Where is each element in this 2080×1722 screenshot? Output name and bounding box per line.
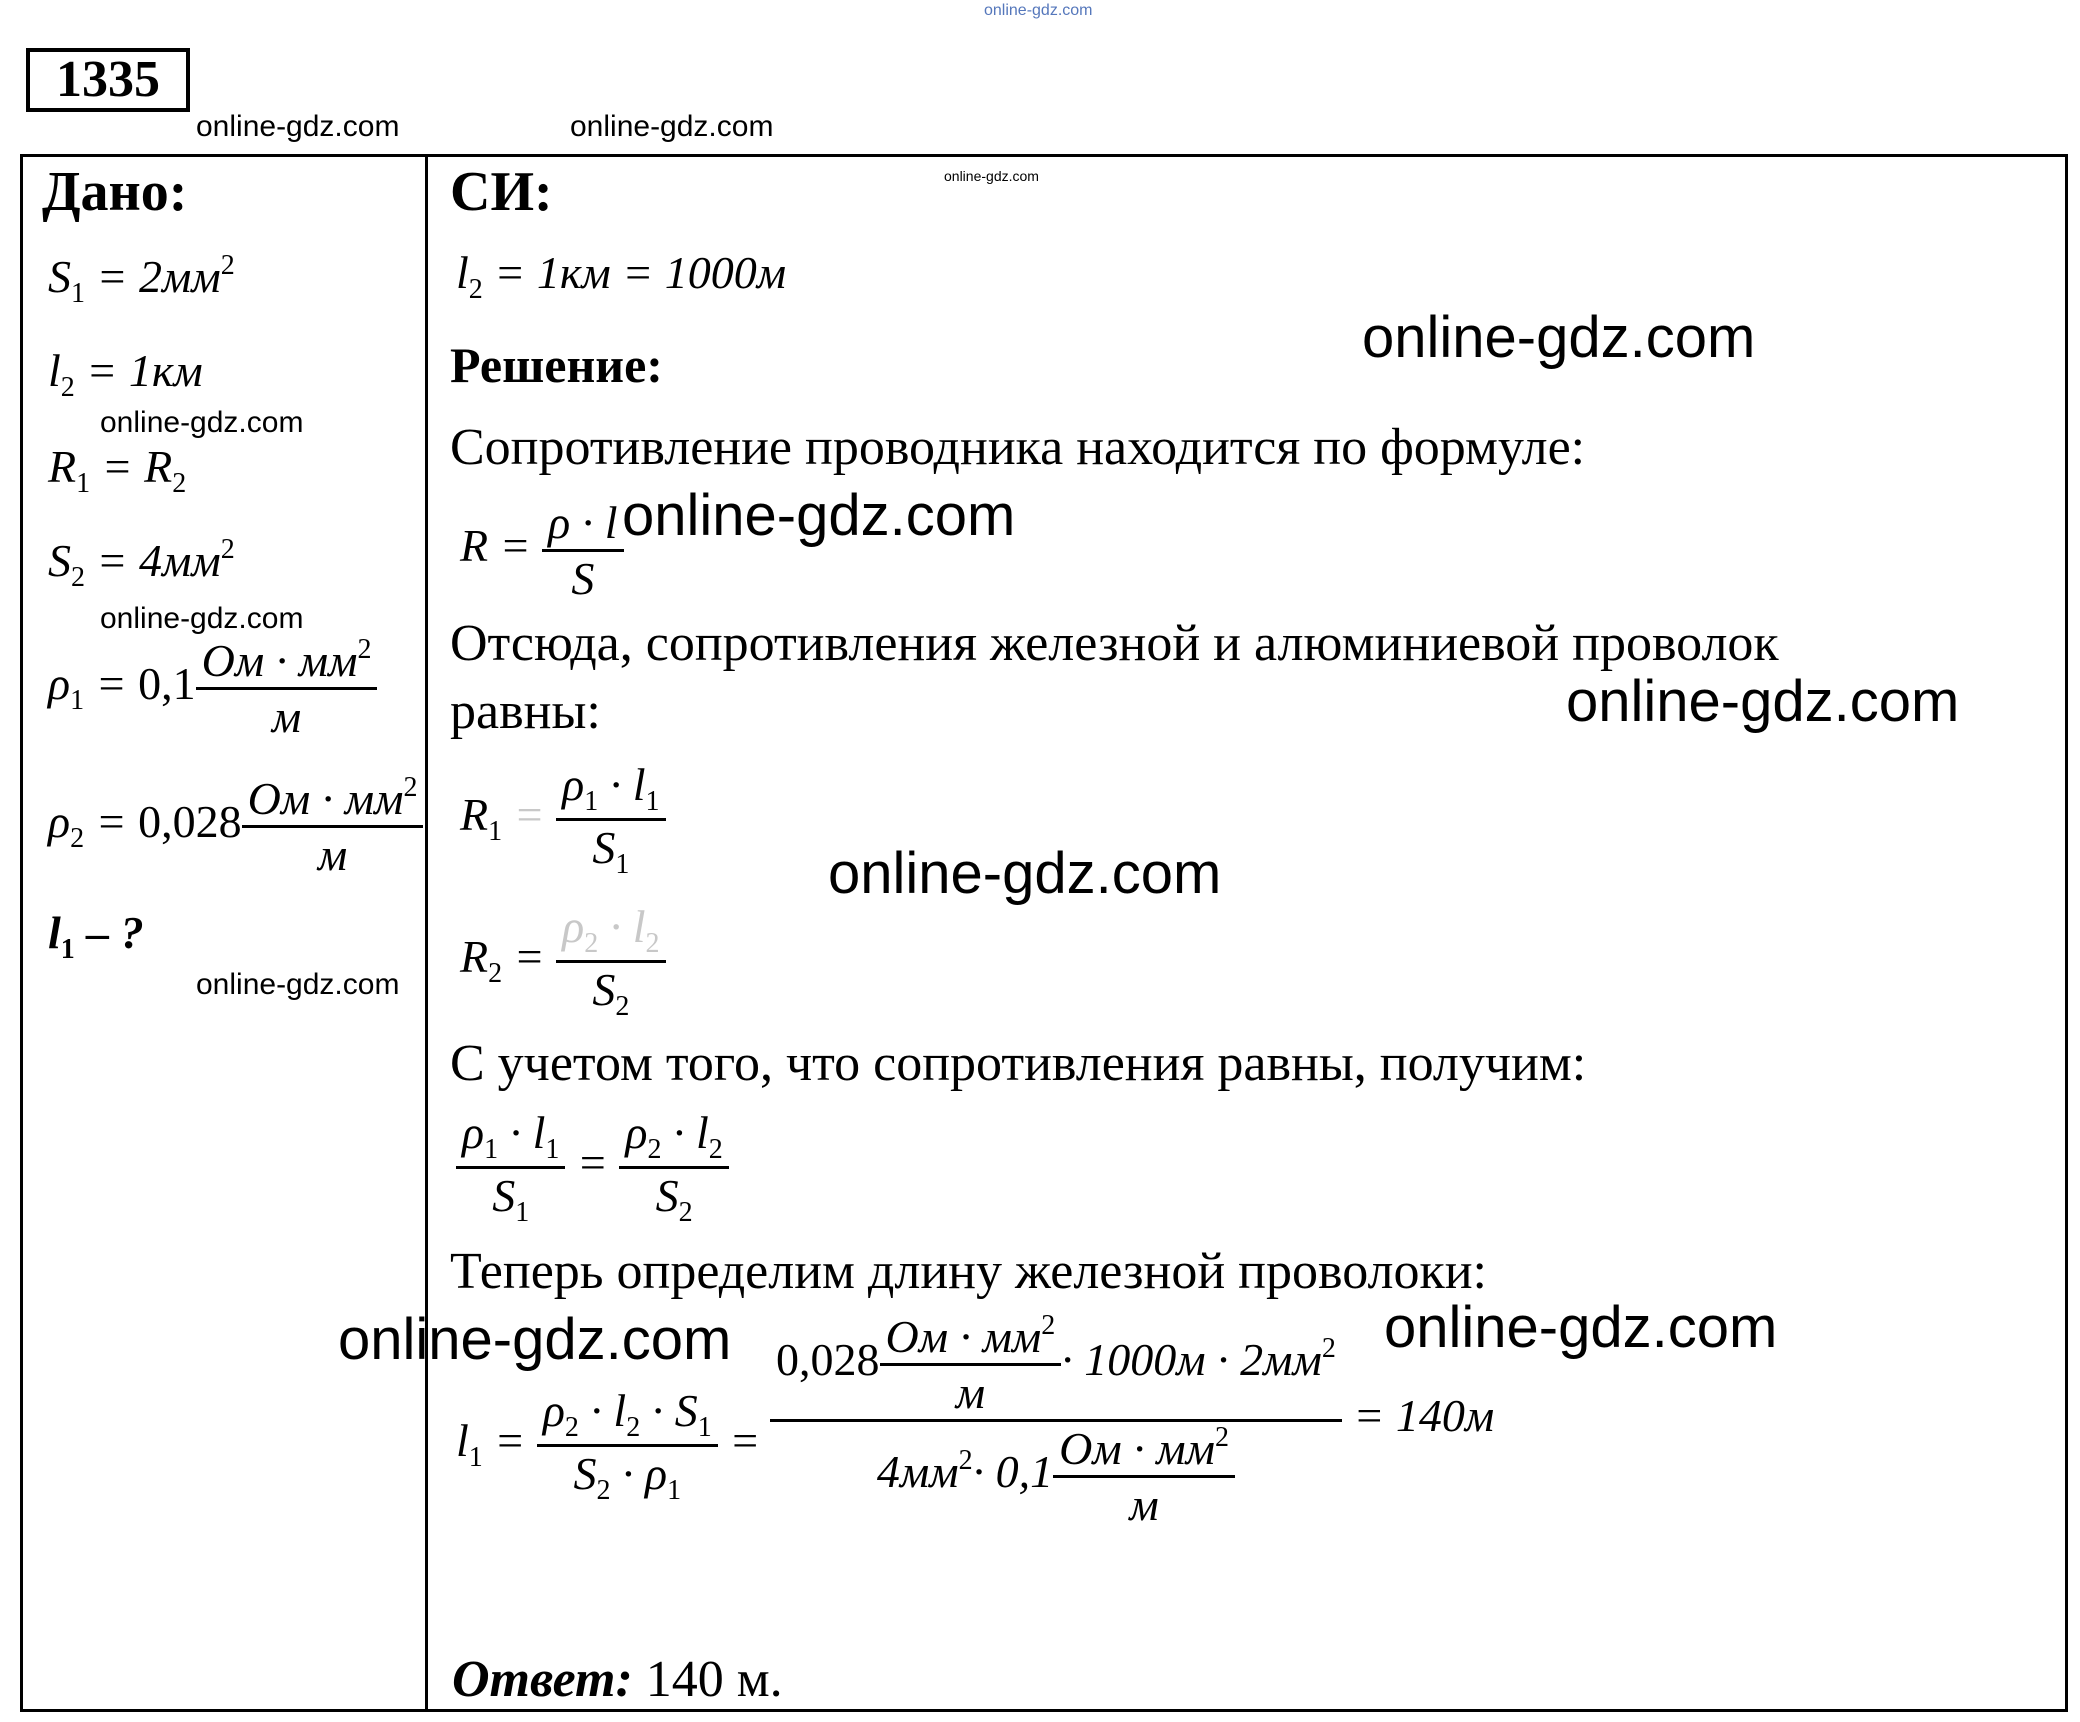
watermark: online-gdz.com bbox=[100, 406, 304, 439]
watermark: online-gdz.com bbox=[1384, 1295, 1778, 1360]
solution-line-2: Отсюда, сопротивления железной и алюминиевой проволок bbox=[450, 615, 1779, 672]
answer-value: 140 м. bbox=[632, 1651, 783, 1708]
formula-l1-numeric: 0,028 $\frac{Ом \cdot мм^2}{м}$ · $1000м \cdot 2мм^2$ $4мм^2\cdot 0,1$ $\frac{Ом \cdot мм^2}{м}$ = 140м bbox=[770, 1310, 1494, 1531]
solution-line-4: С учетом того, что сопротивления равны, получим: bbox=[450, 1035, 1587, 1092]
formula-equality: $\frac{\rho_1 \cdot l_1}{S_1}$ = $\frac{\rho_2 \cdot l_2}{S_2}$ bbox=[456, 1106, 729, 1229]
solution-line-3: равны: bbox=[450, 683, 601, 740]
solution-title: Решение: bbox=[450, 337, 663, 393]
given-title: Дано: bbox=[42, 161, 188, 223]
watermark: online-gdz.com bbox=[828, 841, 1222, 906]
si-title: СИ: bbox=[450, 161, 553, 223]
given-unknown: $l_1$ – ? bbox=[48, 907, 144, 965]
watermark: online-gdz.com bbox=[338, 1307, 732, 1372]
given-l2: $l_2 = 1км$ bbox=[48, 345, 203, 403]
solution-line-1: Сопротивление проводника находится по формуле: bbox=[450, 419, 1586, 476]
watermark: online-gdz.com bbox=[196, 110, 400, 143]
formula-r1: $R_1$ = $\frac{\rho_1 \cdot l_1}{S_1}$ bbox=[460, 758, 666, 881]
given-rho1: $\rho_1 = 0,1$ $\frac{Ом \cdot мм^2}{м}$ bbox=[48, 634, 377, 743]
answer-label: Ответ: bbox=[452, 1651, 633, 1708]
watermark: online-gdz.com bbox=[100, 602, 304, 635]
watermark: online-gdz.com bbox=[1566, 669, 1960, 734]
given-s1: $S_1 = 2мм^2$ bbox=[48, 250, 235, 309]
given-r-equal: $R_1 = R_2$ bbox=[48, 441, 187, 499]
column-divider bbox=[425, 154, 428, 1712]
given-rho2: $\rho_2 = 0,028$ $\frac{Ом \cdot мм^2}{м}$ bbox=[48, 772, 423, 881]
answer bbox=[452, 1650, 783, 1709]
formula-resistance: R = $\frac{\rho \cdot l}{S}$ bbox=[460, 496, 624, 605]
watermark: online-gdz.com bbox=[944, 168, 1039, 184]
si-conversion: $l_2 = 1км = 1000м$ bbox=[456, 247, 787, 305]
watermark: online-gdz.com bbox=[1362, 305, 1756, 370]
solution-line-5: Теперь определим длину железной проволоки: bbox=[450, 1243, 1488, 1300]
formula-r2: $R_2$ = $\frac{\rho_2 \cdot l_2}{S_2}$ bbox=[460, 900, 666, 1023]
problem-number: 1335 bbox=[26, 48, 190, 112]
watermark: online-gdz.com bbox=[622, 483, 1016, 548]
watermark-top: online-gdz.com bbox=[984, 2, 1093, 19]
watermark: online-gdz.com bbox=[570, 110, 774, 143]
given-s2: $S_2 = 4мм^2$ bbox=[48, 534, 235, 593]
formula-l1-symbolic: $l_1$ = $\frac{\rho_2 \cdot l_2 \cdot S_1}{S_2 \cdot \rho_1}$ = bbox=[456, 1385, 761, 1506]
watermark: online-gdz.com bbox=[196, 968, 400, 1001]
